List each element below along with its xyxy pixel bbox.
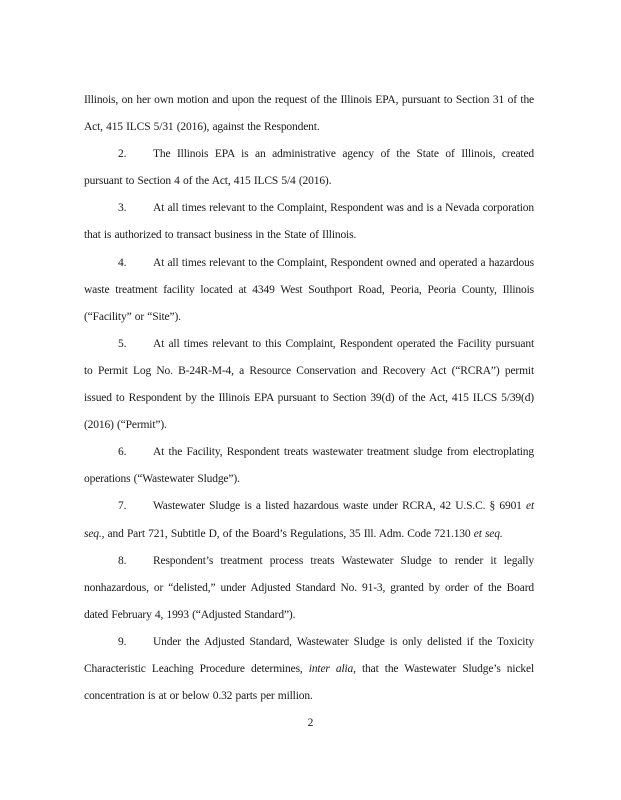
paragraph-number: 4. <box>118 256 127 269</box>
body-text <box>84 87 534 710</box>
paragraph-number: 7. <box>118 500 127 513</box>
paragraph-text-part: Wastewater Sludge is a listed hazardous waste under RCRA, 42 U.S.C. § 6901 <box>153 500 526 513</box>
paragraph-text-part: , that the Wastewater Sludge’s nickel concentration is at or below 0.32 parts per million. <box>84 662 534 703</box>
paragraph-2 <box>84 141 534 195</box>
italic-term: inter alia <box>308 662 354 675</box>
continuation-paragraph: Illinois, on her own motion and upon the request of the Illinois EPA, pursuant to Section 31 of the Act, 415 ILCS 5/31 (2016), against the Respondent. <box>84 94 534 134</box>
paragraph-9 <box>84 629 534 710</box>
paragraph-4 <box>84 250 534 331</box>
paragraph-5 <box>84 331 534 439</box>
paragraph-text-part: , and Part 721, Subtitle D, of the Board’s Regulations, 35 Ill. Adm. Code 721.130 <box>101 527 474 540</box>
paragraph-number: 5. <box>118 337 127 350</box>
paragraph-text: At all times relevant to this Complaint, Respondent operated the Facility pursuant to Permit Log No. B-24R-M-4, a Resource Conservation and Recovery Act (“RCRA”) permit issued to Respondent by the Illinois EPA pursuant to Section 39(d) of the Act, 415 ILCS 5/39(d) (2016) (“Permit”). <box>84 337 534 432</box>
paragraph-text: The Illinois EPA is an administrative agency of the State of Illinois, created pursuant to Section 4 of the Act, 415 ILCS 5/4 (2016). <box>84 148 534 188</box>
page-number: 2 <box>307 717 314 729</box>
paragraph-number: 6. <box>118 446 127 459</box>
paragraph-7 <box>84 493 534 547</box>
paragraph-text: Respondent’s treatment process treats Wastewater Sludge to render it legally nonhazardous, or “delisted,” under Adjusted Standard No. 91-3, granted by order of the Board dated February 4, 1993 (“Adjusted Standard”). <box>84 554 534 621</box>
paragraph-3 <box>84 195 534 249</box>
paragraph-text: At the Facility, Respondent treats wastewater treatment sludge from electroplating operations (“Wastewater Sludge”). <box>84 446 534 486</box>
paragraph-number: 8. <box>118 554 127 567</box>
paragraph-number: 3. <box>118 202 127 215</box>
paragraph-8 <box>84 548 534 629</box>
paragraph-6 <box>84 439 534 493</box>
italic-citation: et seq. <box>84 500 534 540</box>
paragraph-text-part: Under the Adjusted Standard, Wastewater Sludge is only delisted if the Toxicity Characteristic Leaching Procedure determines, <box>84 635 534 675</box>
paragraph-text: At all times relevant to the Complaint, Respondent owned and operated a hazardous waste treatment facility located at 4349 West Southport Road, Peoria, Peoria County, Illinois (“Facility” or “Site”). <box>84 256 534 323</box>
paragraph-text: At all times relevant to the Complaint, Respondent was and is a Nevada corporation that is authorized to transact business in the State of Illinois. <box>84 202 534 242</box>
paragraph-number: 2. <box>118 148 127 161</box>
paragraph-number: 9. <box>118 635 127 648</box>
italic-citation: et seq. <box>473 527 503 540</box>
